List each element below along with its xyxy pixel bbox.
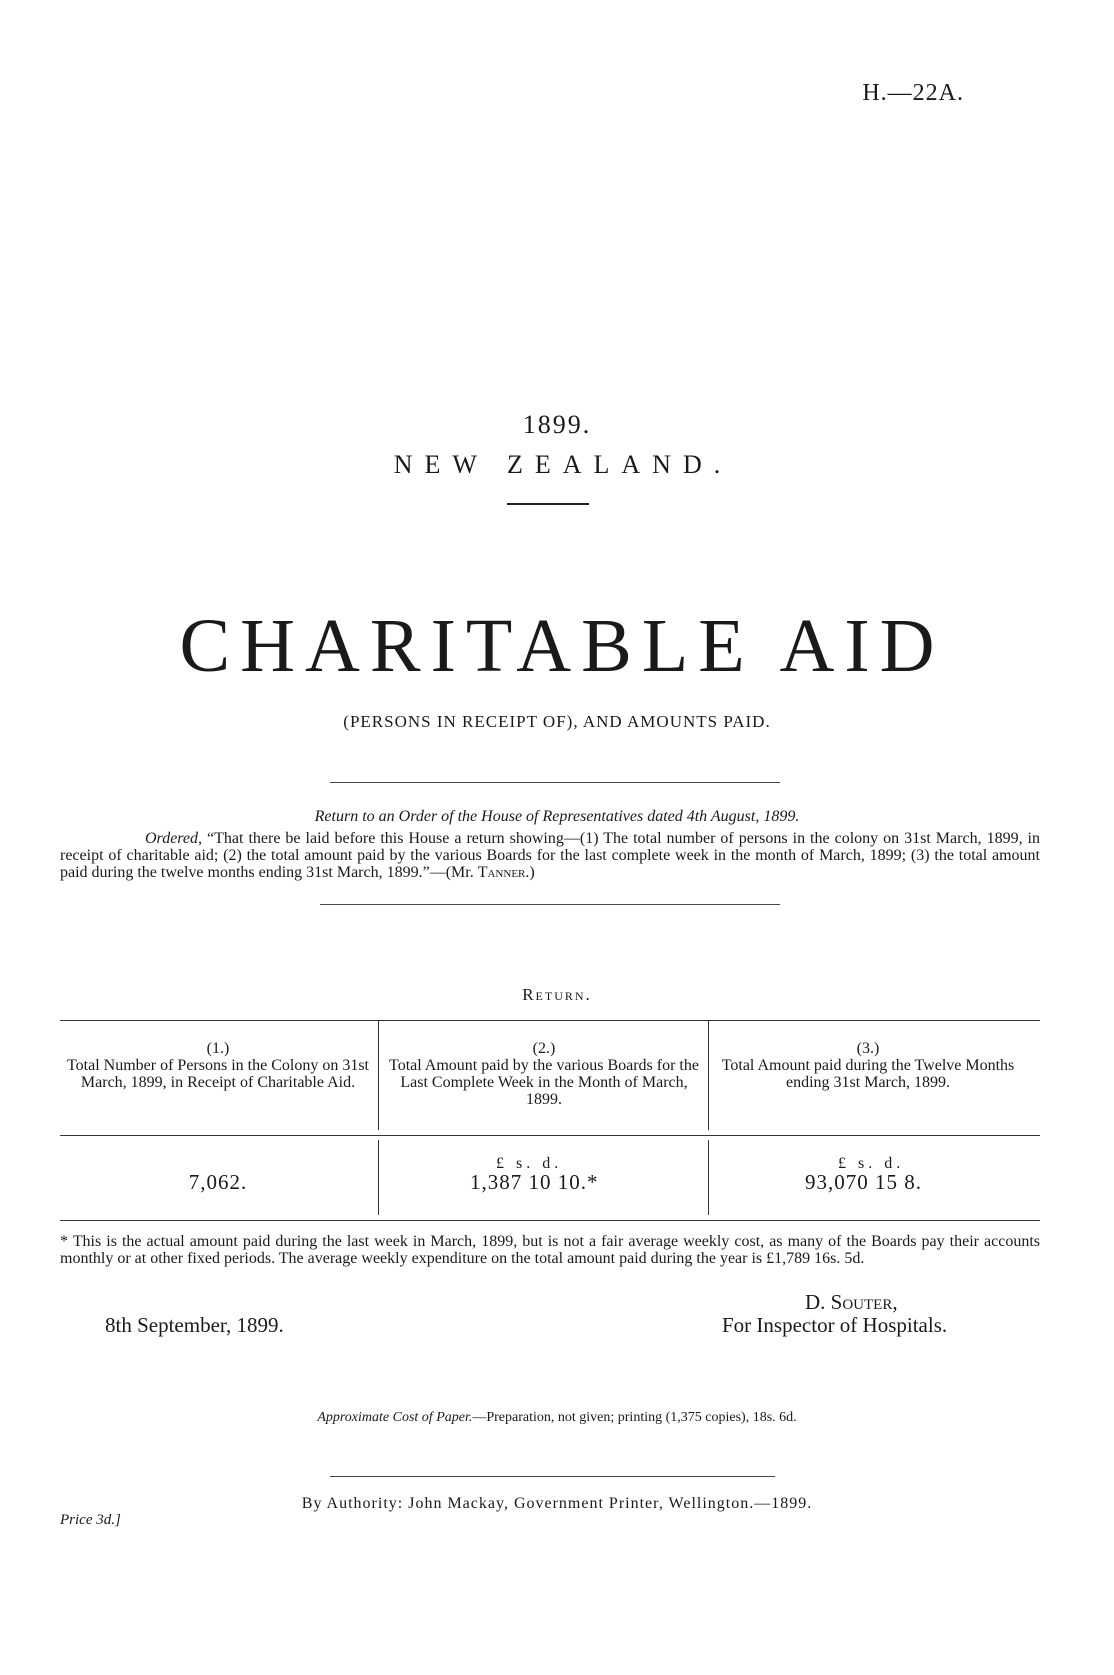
ordered-paragraph [60, 830, 1040, 881]
table-column-divider [378, 1020, 379, 1130]
column-number: (1.) [206, 1040, 230, 1057]
printer-divider [330, 1476, 775, 1477]
column-label: Total Amount paid during the Twelve Months ending 31st March, 1899. [721, 1057, 1015, 1091]
return-heading: Return. [522, 985, 592, 1004]
signatory-title: For Inspector of Hospitals. [722, 1313, 948, 1337]
document-reference: H.—22A. [862, 80, 964, 106]
table-top-rule [60, 1020, 1040, 1021]
signature-date: 8th September, 1899. [105, 1313, 284, 1337]
column-header-3 [718, 1040, 1018, 1091]
currency-units-col2: £ s. d. [496, 1155, 563, 1172]
return-order-line: Return to an Order of the House of Representatives dated 4th August, 1899. [314, 808, 800, 825]
session-year: 1899. [522, 410, 592, 439]
ordered-lead: Ordered, [145, 830, 203, 847]
value-week-amount: 1,387 10 10.* [470, 1170, 599, 1194]
footnote: * This is the actual amount paid during the last week in March, 1899, but is not a fair average weekly cost, as many of the Boards pay their accounts monthly or at other fixed periods. The average weekly expenditure on the total amount paid during the year is £1,789 16s. 5d. [60, 1233, 1040, 1267]
currency-units-col3: £ s. d. [838, 1155, 905, 1172]
value-year-amount: 93,070 15 8. [805, 1170, 922, 1194]
column-label: Total Amount paid by the various Boards for the Last Complete Week in the Month of March, 1899. [389, 1057, 699, 1108]
price: Price 3d.] [60, 1512, 121, 1528]
table-bottom-rule [60, 1220, 1040, 1221]
table-column-divider [378, 1140, 379, 1215]
mover-name: Tanner [477, 864, 526, 881]
column-label: Total Number of Persons in the Colony on 31st March, 1899, in Receipt of Charitable Aid. [67, 1057, 369, 1091]
column-header-2 [385, 1040, 703, 1108]
cost-note [0, 1410, 1114, 1426]
printer-line: By Authority: John Mackay, Government Printer, Wellington.—1899. [301, 1495, 813, 1512]
table-column-divider [708, 1020, 709, 1130]
divider-bottom [320, 904, 780, 905]
ordered-text: “That there be laid before this House a return showing—(1) The total number of persons in the colony on 31st March, 1899, in receipt of charitable aid; (2) the total amount paid by the various Boards for the last complete week in the month of March, 1899; (3) the total amount paid during the twelve months ending 31st March, 1899.”—(Mr. [60, 830, 1041, 881]
cost-text: —Preparation, not given; printing (1,375 copies), 18s. 6d. [472, 1410, 797, 1425]
country-name: NEW ZEALAND. [393, 450, 733, 479]
cost-label: Approximate Cost of Paper. [317, 1410, 473, 1425]
ordered-closing: .) [525, 864, 535, 881]
column-header-1 [62, 1040, 374, 1091]
column-number: (3.) [856, 1040, 880, 1057]
page-subtitle: (PERSONS IN RECEIPT OF), AND AMOUNTS PAID. [343, 712, 771, 731]
column-number: (2.) [532, 1040, 556, 1057]
signatory-name: D. Souter, [805, 1290, 898, 1314]
page-title: CHARITABLE AID [179, 604, 945, 688]
title-divider [507, 503, 589, 505]
table-column-divider [708, 1140, 709, 1215]
value-persons: 7,062. [188, 1170, 248, 1194]
table-header-rule [60, 1135, 1040, 1136]
divider-top [330, 782, 780, 783]
